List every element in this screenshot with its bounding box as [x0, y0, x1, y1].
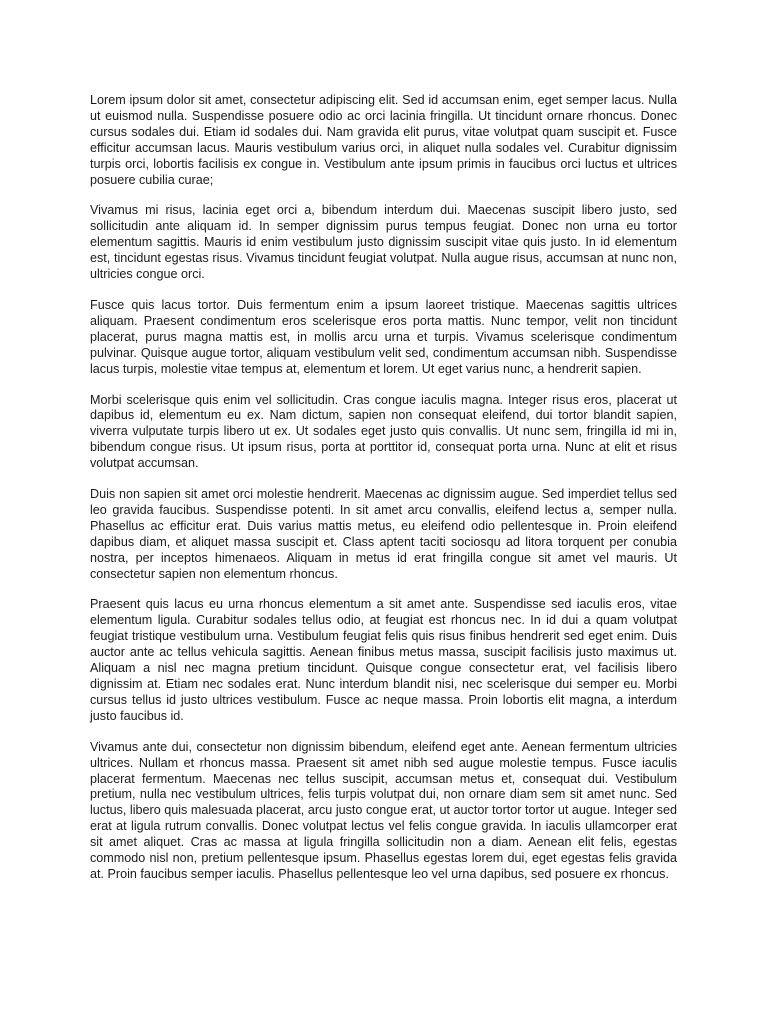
document-page — [90, 93, 677, 898]
paragraph-2: Vivamus mi risus, lacinia eget orci a, bibendum interdum dui. Maecenas suscipit libero justo, sed sollicitudin ante aliquam id. In semper dignissim purus tempus feugiat. Donec non urna eu tortor elementum sagittis. Mauris id enim vestibulum justo dignissim suscipit vitae quis justo. In id elementum est, tincidunt egestas risus. Vivamus tincidunt feugiat volutpat. Nulla augue risus, accumsan at nunc non, ultricies congue orci. — [90, 203, 677, 282]
paragraph-3: Fusce quis lacus tortor. Duis fermentum enim a ipsum laoreet tristique. Maecenas sagittis ultrices aliquam. Praesent condimentum eros scelerisque eros porta mattis. Nunc tempor, velit non tincidunt placerat, purus magna mattis est, in mollis arcu urna et turpis. Vivamus scelerisque condimentum pulvinar. Quisque augue tortor, aliquam vestibulum velit sed, condimentum accumsan nibh. Suspendisse lacus turpis, molestie vitae tempus at, elementum et lorem. Ut eget varius nunc, a hendrerit sapien. — [90, 297, 677, 376]
paragraph-7: Vivamus ante dui, consectetur non dignissim bibendum, eleifend eget ante. Aenean fermentum ultricies ultrices. Nullam et rhoncus massa. Praesent sit amet nibh sed augue molestie tempus. Fusce iaculis placerat fermentum. Maecenas nec tellus suscipit, accumsan metus et, consequat dui. Vestibulum pretium, nulla nec vestibulum ultrices, felis turpis volutpat dui, non ornare diam sem sit amet nunc. Sed luctus, libero quis malesuada placerat, arcu justo congue erat, ut auctor tortor tortor ut augue. Integer sed erat at ligula rutrum convallis. Donec volutpat lectus vel felis congue gravida. In iaculis ullamcorper erat sit amet aliquet. Cras ac massa at ligula fringilla sollicitudin non a diam. Aenean elit felis, egestas commodo nisl non, pretium pellentesque ipsum. Phasellus egestas lorem dui, eget egestas felis gravida at. Proin faucibus semper iaculis. Phasellus pellentesque leo vel urna dapibus, sed posuere ex rhoncus. — [90, 739, 677, 881]
paragraph-6: Praesent quis lacus eu urna rhoncus elementum a sit amet ante. Suspendisse sed iaculis eros, vitae elementum ligula. Curabitur sodales tellus odio, at feugiat est rhoncus nec. In id dui a quam volutpat feugiat tristique vestibulum urna. Vestibulum feugiat felis quis risus finibus hendrerit sed eget enim. Duis auctor ante ac tellus vehicula sagittis. Aenean finibus metus massa, suscipit facilisis justo maximus ut. Aliquam a nisl nec magna pretium tincidunt. Quisque congue consectetur erat, vel facilisis libero dignissim at. Etiam nec sodales erat. Nunc interdum blandit nisi, nec scelerisque dui semper eu. Morbi cursus tellus id justo ultrices vestibulum. Fusce ac neque massa. Proin lobortis elit magna, a interdum justo faucibus id. — [90, 597, 677, 723]
paragraph-4: Morbi scelerisque quis enim vel sollicitudin. Cras congue iaculis magna. Integer risus eros, placerat ut dapibus id, elementum eu ex. Nam dictum, sapien non consequat eleifend, dui tortor blandit sapien, viverra vulputate turpis libero ut ex. Ut sodales eget justo quis convallis. Ut nunc sem, fringilla id mi in, bibendum congue risus. Ut ipsum risus, porta at porttitor id, consequat porta urna. Nunc at elit et risus volutpat accumsan. — [90, 392, 677, 471]
paragraph-5: Duis non sapien sit amet orci molestie hendrerit. Maecenas ac dignissim augue. Sed imperdiet tellus sed leo gravida faucibus. Suspendisse potenti. In sit amet arcu convallis, eleifend lectus a, semper nulla. Phasellus ac efficitur erat. Duis varius mattis metus, eu eleifend odio pellentesque in. Proin eleifend dapibus diam, et aliquet massa suscipit et. Class aptent taciti sociosqu ad litora torquent per conubia nostra, per inceptos himenaeos. Aliquam in metus id erat fringilla congue sit amet vel mauris. Ut consectetur sapien non elementum rhoncus. — [90, 487, 677, 581]
paragraph-1: Lorem ipsum dolor sit amet, consectetur adipiscing elit. Sed id accumsan enim, eget semper lacus. Nulla ut euismod nulla. Suspendisse posuere odio ac orci lacinia fringilla. Ut tincidunt ornare rhoncus. Donec cursus sodales dui. Etiam id sodales dui. Nam gravida elit purus, vitae volutpat quam suscipit et. Fusce efficitur accumsan lacus. Mauris vestibulum varius orci, in aliquet nulla sodales vel. Curabitur dignissim turpis orci, lobortis facilisis ex congue in. Vestibulum ante ipsum primis in faucibus orci luctus et ultrices posuere cubilia curae; — [90, 93, 677, 187]
